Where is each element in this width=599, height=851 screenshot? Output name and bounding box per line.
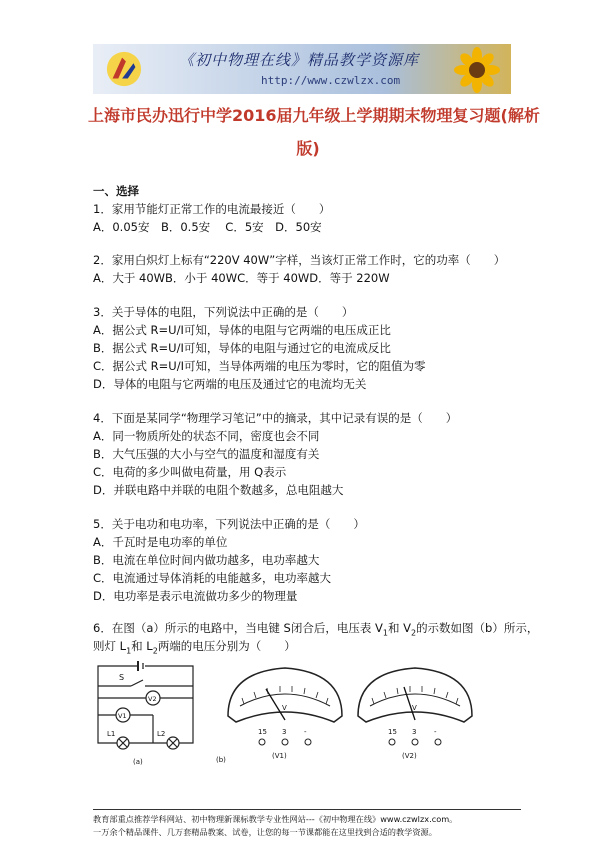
- footer-line-2: 一万余个精品课件、几万套精品教案、试卷，让您的每一节课都能在这里找到合适的教学资源。: [93, 827, 437, 837]
- site-logo-icon: [105, 50, 143, 88]
- figure-a-label: (a): [133, 758, 143, 766]
- question-1-options: A．0.05安 B．0.5安 C．5安 D．50安: [93, 220, 322, 234]
- section-heading: 一、选择: [93, 184, 139, 198]
- question-4-option-d: D．并联电路中并联的电阻个数越多，总电阻越大: [93, 483, 344, 497]
- question-2-stem: 2．家用白炽灯上标有“220V 40W”字样，当该灯正常工作时，它的功率（ ）: [93, 253, 506, 267]
- svg-text:3: 3: [412, 728, 417, 736]
- banner-title: 《初中物理在线》精品教学资源库: [179, 51, 420, 69]
- question-5-option-d: D．电功率是表示电流做功多少的物理量: [93, 589, 298, 603]
- question-5-option-c: C．电流通过导体消耗的电能越多，电功率越大: [93, 571, 332, 585]
- figure-b-label: (b): [216, 756, 226, 764]
- svg-text:15: 15: [388, 728, 397, 736]
- question-5-option-b: B．电流在单位时间内做功越多，电功率越大: [93, 553, 320, 567]
- question-3-option-c: C．据公式 R=U/I可知，当导体两端的电压为零时，它的阻值为零: [93, 359, 426, 373]
- question-4-option-c: C．电荷的多少叫做电荷量，用 Q表示: [93, 465, 287, 479]
- banner-url[interactable]: http://www.czwlzx.com: [261, 74, 401, 87]
- document-title-line-1: 上海市民办迅行中学2016届九年级上学期期末物理复习题(解析: [88, 106, 540, 125]
- question-4-option-b: B．大气压强的大小与空气的温度和湿度有关: [93, 447, 320, 461]
- footer-line-1: 教育部重点推荐学科网站、初中物理新课标教学专业性网站---《初中物理在线》www.czwlzx.com。: [93, 814, 458, 824]
- svg-text:-: -: [304, 728, 307, 736]
- header-banner: [93, 44, 511, 94]
- l1-label: L1: [107, 730, 116, 738]
- question-4-option-a: A．同一物质所处的状态不同，密度也会不同: [93, 429, 320, 443]
- voltmeter-v2-dial: [352, 662, 478, 766]
- question-5-option-a: A．千瓦时是电功率的单位: [93, 535, 228, 549]
- question-5-stem: 5．关于电功和电功率，下列说法中正确的是（ ）: [93, 517, 365, 531]
- question-3-stem: 3．关于导体的电阻，下列说法中正确的是（ ）: [93, 305, 354, 319]
- meter-v1-unit: V: [282, 704, 287, 712]
- meter-v2-unit: V: [412, 704, 417, 712]
- svg-text:15: 15: [258, 728, 267, 736]
- question-3-option-d: D．导体的电阻与它两端的电压及通过它的电流均无关: [93, 377, 367, 391]
- v1-symbol-label: V1: [118, 712, 127, 720]
- document-title-line-2: 版): [296, 139, 320, 158]
- question-6-stem-line-2: 则灯 $L_1$和 $L_2$两端的电压分别为（ ）: [93, 639, 296, 656]
- meter-v2-caption: (V2): [402, 752, 417, 760]
- meter-v1-caption: (V1): [272, 752, 287, 760]
- svg-text:3: 3: [282, 728, 287, 736]
- voltmeter-v1-dial: [216, 662, 348, 766]
- switch-label: S: [119, 673, 125, 682]
- question-3-option-b: B．据公式 R=U/I可知，导体的电阻与通过它的电流成反比: [93, 341, 391, 355]
- v2-symbol-label: V2: [148, 695, 157, 703]
- svg-text:-: -: [434, 728, 437, 736]
- page-footer: [93, 809, 521, 839]
- l2-label: L2: [157, 730, 166, 738]
- circuit-diagram: [93, 658, 203, 768]
- sunflower-icon: [447, 46, 507, 94]
- question-1-stem: 1．家用节能灯正常工作的电流最接近（ ）: [93, 202, 331, 216]
- question-4-stem: 4．下面是某同学“物理学习笔记”中的摘录，其中记录有误的是（ ）: [93, 411, 458, 425]
- question-3-option-a: A．据公式 R=U/I可知，导体的电阻与它两端的电压成正比: [93, 323, 391, 337]
- question-2-options: A．大于 40WB．小于 40WC．等于 40WD．等于 220W: [93, 271, 390, 285]
- question-6-stem-line-1: 6．在图（a）所示的电路中，当电键 S闭合后，电压表 $V_1$和 $V_2$的示数如图（b）所示，: [93, 621, 539, 638]
